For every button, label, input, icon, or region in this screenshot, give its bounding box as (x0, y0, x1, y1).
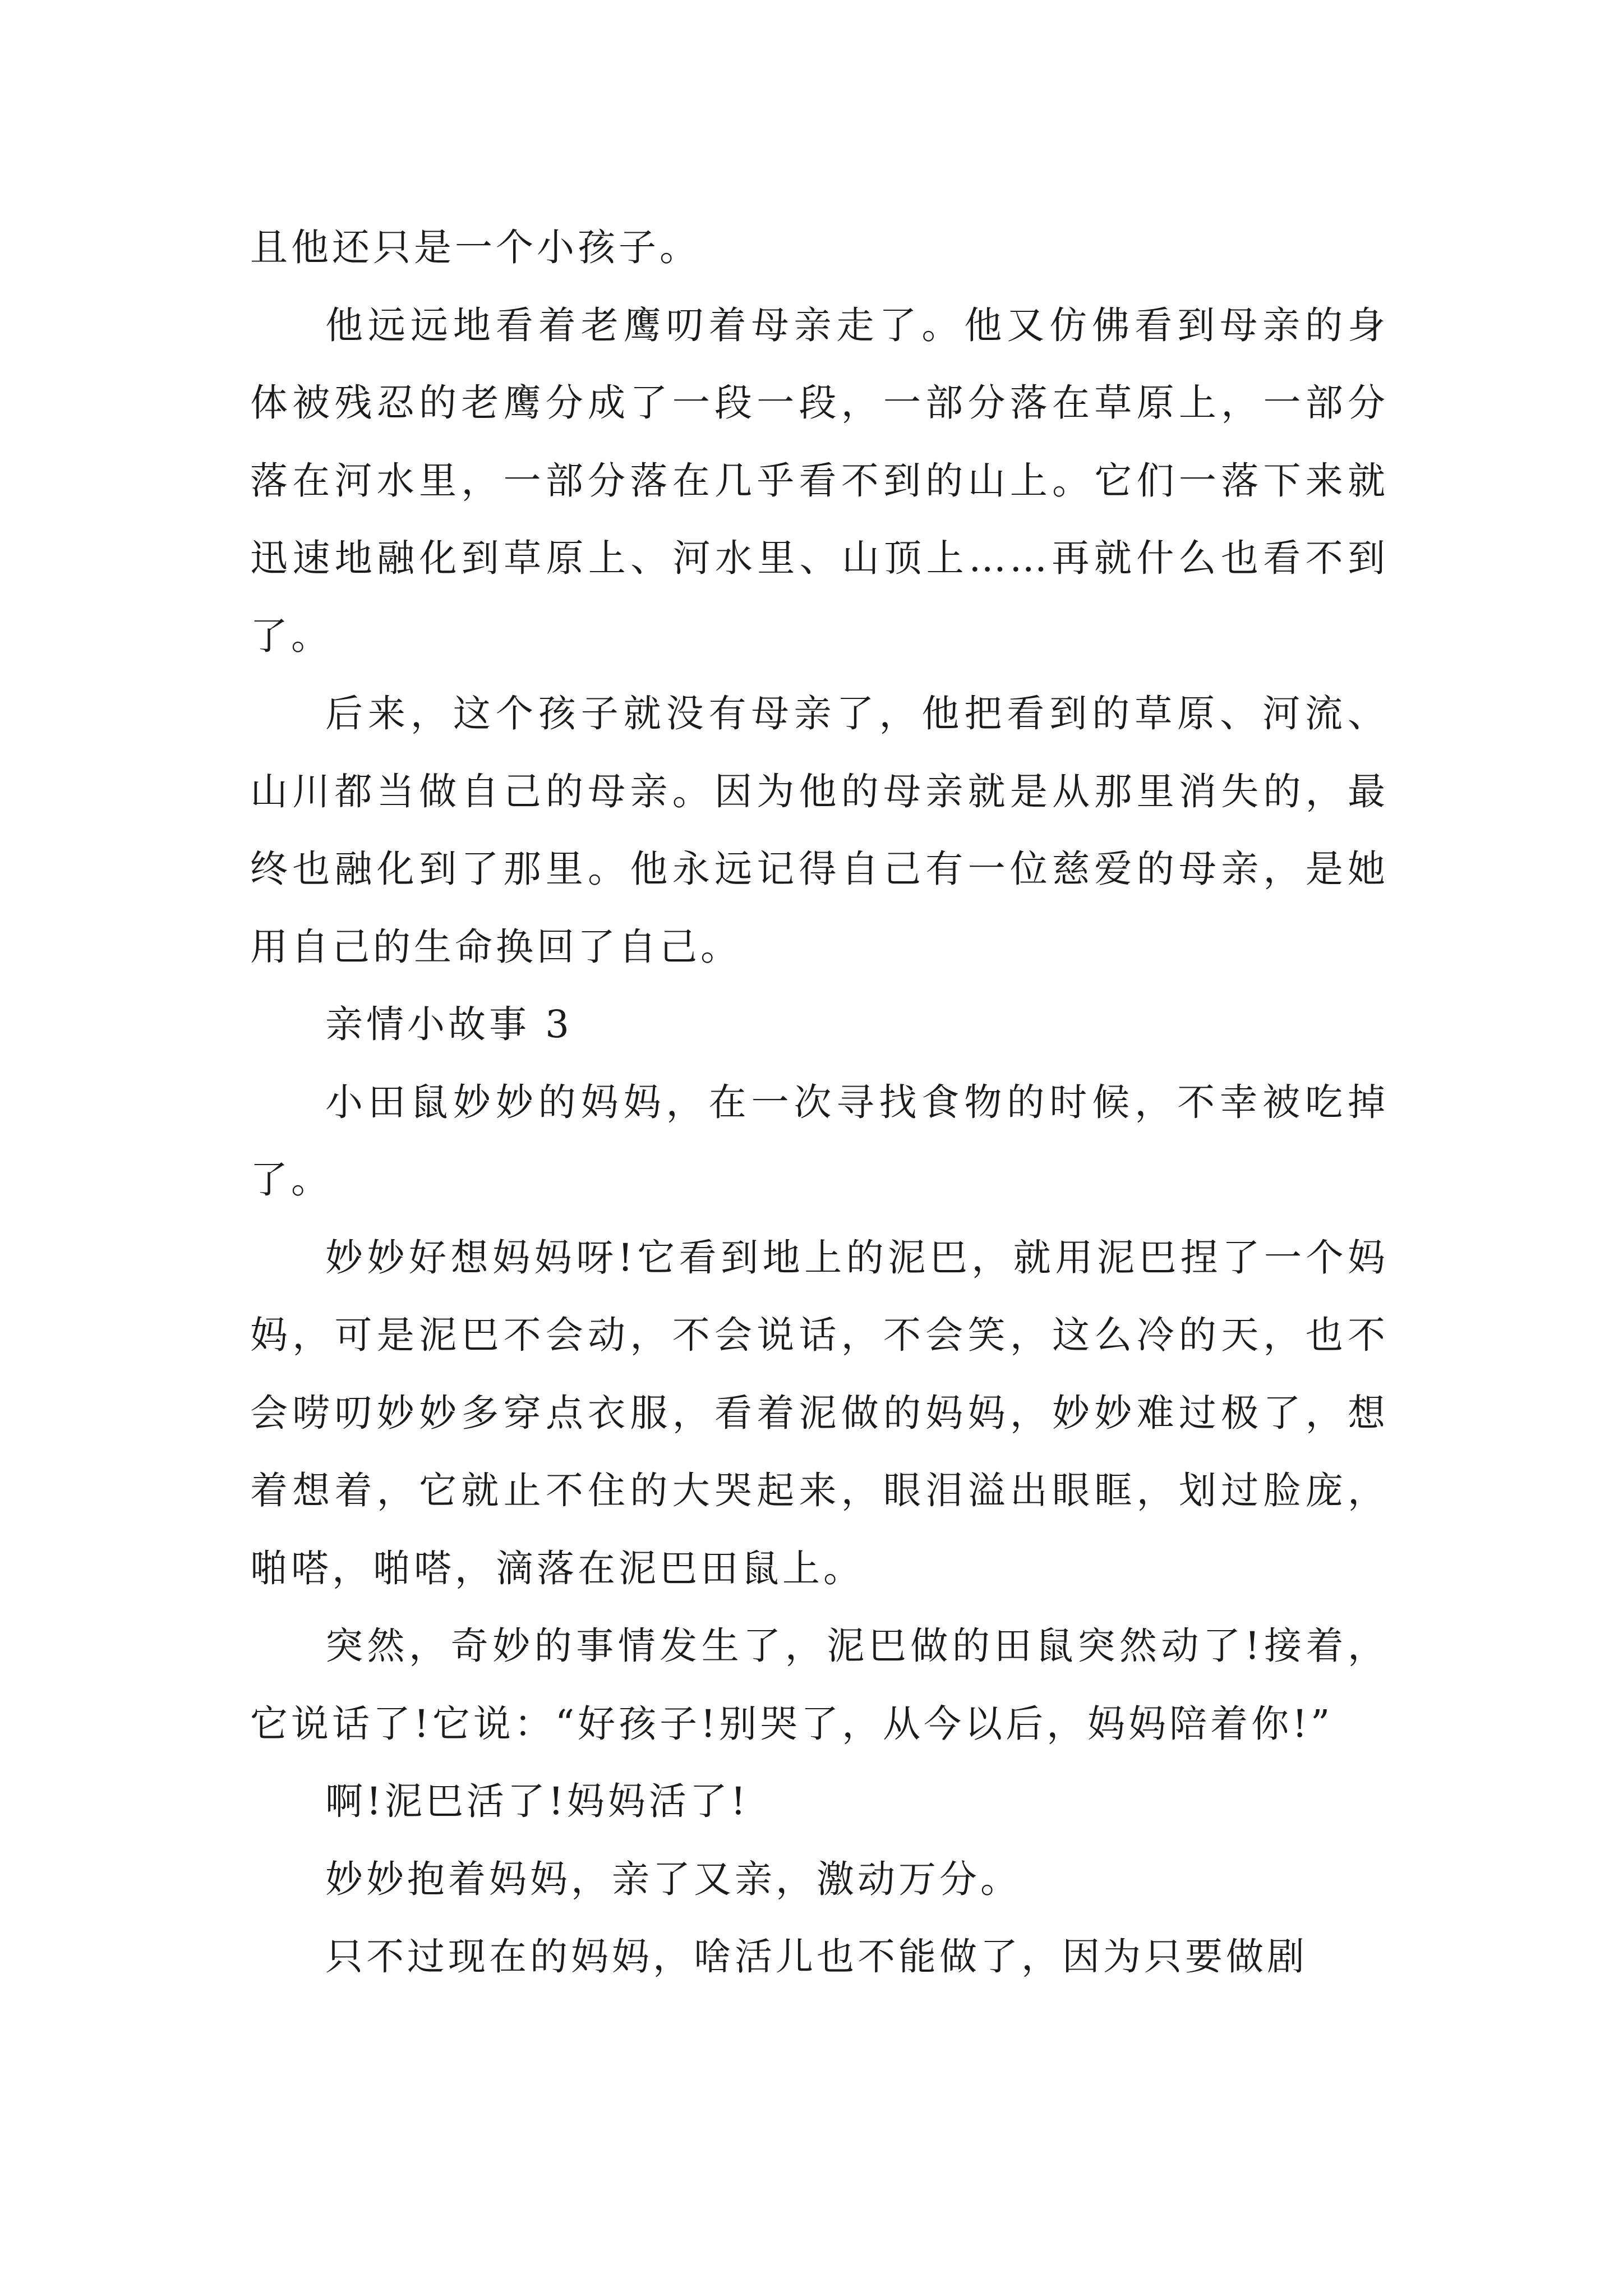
paragraph: 妙妙好想妈妈呀!它看到地上的泥巴，就用泥巴捏了一个妈妈，可是泥巴不会动，不会说话，不会笑，这么冷的天，也不会唠叨妙妙多穿点衣服，看着泥做的妈妈，妙妙难过极了，想着想着，它就止不住的大哭起来，眼泪溢出眼眶，划过脸庞，啪嗒，啪嗒，滴落在泥巴田鼠上。 (250, 1235, 1389, 1590)
paragraph: 啊!泥巴活了!妈妈活了! (325, 1779, 749, 1823)
paragraph: 只不过现在的妈妈，啥活儿也不能做了，因为只要做剧 (325, 1935, 1308, 1978)
document-body (250, 209, 1389, 1996)
story-heading: 亲情小故事 3 (325, 1002, 573, 1046)
paragraph: 后来，这个孩子就没有母亲了，他把看到的草原、河流、山川都当做自己的母亲。因为他的母亲就是从那里消失的，最终也融化到了那里。他永远记得自己有一位慈爱的母亲，是她用自己的生命换回了自己。 (250, 692, 1389, 969)
paragraph: 他远远地看着老鹰叨着母亲走了。他又仿佛看到母亲的身体被残忍的老鹰分成了一段一段，一部分落在草原上，一部分落在河水里，一部分落在几乎看不到的山上。它们一落下来就迅速地融化到草原上、河水里、山顶上……再就什么也看不到了。 (250, 303, 1389, 658)
paragraph-continued: 且他还只是一个小孩子。 (250, 226, 700, 269)
paragraph: 突然，奇妙的事情发生了，泥巴做的田鼠突然动了!接着，它说话了!它说：“好孩子!别哭了，从今以后，妈妈陪着你!” (250, 1624, 1389, 1746)
paragraph: 妙妙抱着妈妈，亲了又亲，激动万分。 (325, 1857, 1021, 1901)
paragraph: 小田鼠妙妙的妈妈，在一次寻找食物的时候，不幸被吃掉了。 (250, 1080, 1389, 1202)
